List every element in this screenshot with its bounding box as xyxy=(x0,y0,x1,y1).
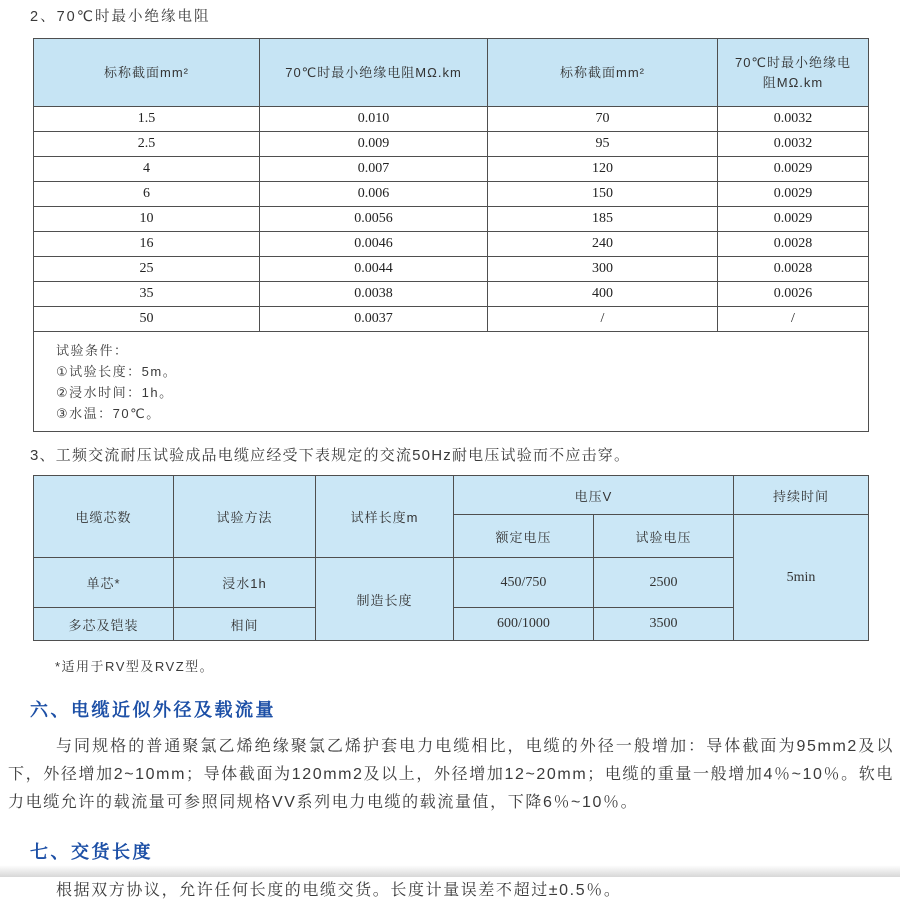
col-header-sample-length: 试样长度m xyxy=(316,476,454,558)
cell-test-voltage: 2500 xyxy=(594,558,734,608)
col-header-rated-voltage: 额定电压 xyxy=(454,515,594,558)
cell-section: 25 xyxy=(34,257,260,282)
table-row xyxy=(34,282,869,307)
cell-section: 50 xyxy=(34,307,260,332)
cell-manufacture-length: 制造长度 xyxy=(316,558,454,641)
table-row xyxy=(34,107,869,132)
cell-resistance: 0.0046 xyxy=(260,232,488,257)
col-header-duration: 持续时间 xyxy=(734,476,869,515)
cell-section: 300 xyxy=(488,257,718,282)
section7-heading: 七、交货长度 xyxy=(30,842,153,862)
section2-title: 2、70℃时最小绝缘电阻 xyxy=(30,9,211,25)
cell-section: 4 xyxy=(34,157,260,182)
cell-resistance: 0.010 xyxy=(260,107,488,132)
condition-item: ①试验长度：5m。 xyxy=(56,363,178,379)
cell-test-voltage: 3500 xyxy=(594,608,734,641)
voltage-table-header-row-1 xyxy=(34,476,869,515)
cell-section: 6 xyxy=(34,182,260,207)
col-header-method: 试验方法 xyxy=(174,476,316,558)
cell-resistance: 0.0032 xyxy=(718,107,869,132)
cell-resistance: 0.0028 xyxy=(718,257,869,282)
section7-paragraph: 根据双方协议，允许任何长度的电缆交货。长度计量误差不超过±0.5％。 xyxy=(56,882,622,899)
cell-section: 1.5 xyxy=(34,107,260,132)
cell-section: 150 xyxy=(488,182,718,207)
cell-section: / xyxy=(488,307,718,332)
cell-section: 35 xyxy=(34,282,260,307)
cell-resistance: 0.0029 xyxy=(718,157,869,182)
col-header-voltage-group: 电压V xyxy=(454,476,734,515)
cell-section: 70 xyxy=(488,107,718,132)
cell-duration-value: 5min xyxy=(734,515,869,641)
col-header-nominal-section-left: 标称截面mm² xyxy=(34,39,260,107)
condition-item: ②浸水时间：1h。 xyxy=(56,384,174,400)
cell-rated-voltage: 450/750 xyxy=(454,558,594,608)
cell-resistance: 0.007 xyxy=(260,157,488,182)
cell-method: 相间 xyxy=(174,608,316,641)
condition-item: ③水温：70℃。 xyxy=(56,405,161,421)
section3-text: 3、工频交流耐压试验成品电缆应经受下表规定的交流50Hz耐电压试验而不应击穿。 xyxy=(30,447,631,464)
cell-section: 95 xyxy=(488,132,718,157)
col-header-min-resistance-right: 70℃时最小绝缘电阻MΩ.km xyxy=(718,39,869,107)
section6-paragraph: 与同规格的普通聚氯乙烯绝缘聚氯乙烯护套电力电缆相比，电缆的外径一般增加：导体截面为95mm2及以下，外径增加2~10mm；导体截面为120mm2及以上，外径增加12~20mm；电缆的重量一般增加4％~10％。软电力电缆允许的载流量可参照同规格VV系列电力电缆的载流量值，下降6％~10％。 xyxy=(8,738,894,811)
cell-rated-voltage: 600/1000 xyxy=(454,608,594,641)
conditions-row xyxy=(34,332,869,432)
table-row xyxy=(34,307,869,332)
cell-resistance: 0.0038 xyxy=(260,282,488,307)
cell-resistance: 0.0029 xyxy=(718,207,869,232)
table-row xyxy=(34,232,869,257)
resistance-table-header-row xyxy=(34,39,869,107)
cell-section: 400 xyxy=(488,282,718,307)
cell-section: 120 xyxy=(488,157,718,182)
cell-resistance: 0.0056 xyxy=(260,207,488,232)
table-row xyxy=(34,207,869,232)
insulation-resistance-table xyxy=(33,38,869,432)
page-bottom-shade xyxy=(0,865,900,877)
col-header-test-voltage: 试验电压 xyxy=(594,515,734,558)
table-row xyxy=(34,182,869,207)
cell-section: 2.5 xyxy=(34,132,260,157)
col-header-nominal-section-right: 标称截面mm² xyxy=(488,39,718,107)
table-footnote: *适用于RV型及RVZ型。 xyxy=(55,659,215,674)
cell-section: 10 xyxy=(34,207,260,232)
table-row xyxy=(34,132,869,157)
cell-section: 240 xyxy=(488,232,718,257)
table-row xyxy=(34,157,869,182)
cell-resistance: 0.0026 xyxy=(718,282,869,307)
table-row xyxy=(34,257,869,282)
col-header-min-resistance-left: 70℃时最小绝缘电阻MΩ.km xyxy=(260,39,488,107)
cell-resistance: 0.0044 xyxy=(260,257,488,282)
test-conditions-cell xyxy=(34,332,869,432)
conditions-title: 试验条件： xyxy=(56,342,129,358)
cell-section: 16 xyxy=(34,232,260,257)
cell-method: 浸水1h xyxy=(174,558,316,608)
cell-resistance: 0.0029 xyxy=(718,182,869,207)
col-header-cores: 电缆芯数 xyxy=(34,476,174,558)
cell-section: 185 xyxy=(488,207,718,232)
cell-resistance: 0.0028 xyxy=(718,232,869,257)
cell-resistance: / xyxy=(718,307,869,332)
cell-cores: 单芯* xyxy=(34,558,174,608)
voltage-test-table xyxy=(33,475,869,641)
cell-resistance: 0.0032 xyxy=(718,132,869,157)
cell-cores: 多芯及铠装 xyxy=(34,608,174,641)
cell-resistance: 0.009 xyxy=(260,132,488,157)
cell-resistance: 0.006 xyxy=(260,182,488,207)
section6-heading: 六、电缆近似外径及载流量 xyxy=(30,700,276,720)
cell-resistance: 0.0037 xyxy=(260,307,488,332)
